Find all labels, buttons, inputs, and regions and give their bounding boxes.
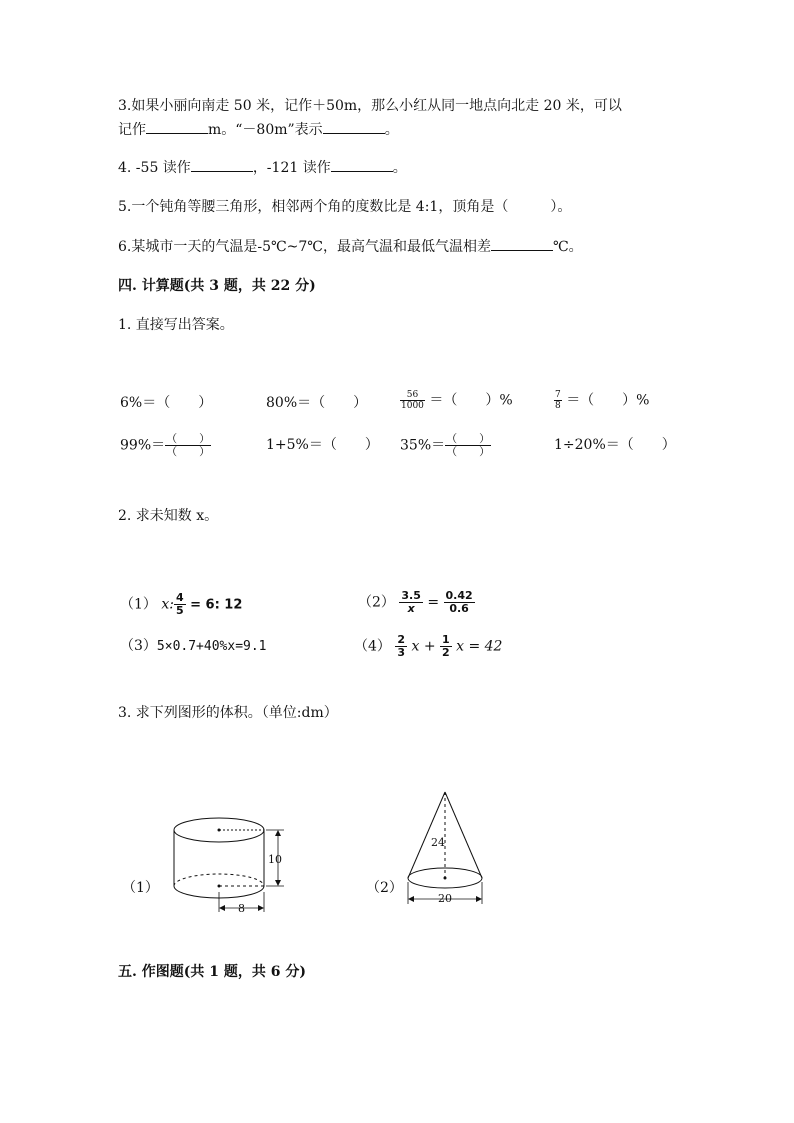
calc-r2-c1: 99%＝ $\frac{( )}{( )}$ (120, 432, 211, 458)
s4-q3-title: 3. 求下列图形的体积。（单位:dm） (118, 705, 338, 721)
cylinder-height-label: 10 (268, 853, 282, 866)
eq4-frac-2: $\frac{1}{2}$ (442, 633, 450, 659)
equation-2: （2） $\frac{3.5}{x}$ = $\frac{0.42}{0.6}$ (358, 589, 473, 615)
cone-figure (398, 786, 498, 910)
q4-text-b: ，-121 读作 (252, 160, 331, 176)
s4-q2-title: 2. 求未知数 x。 (118, 508, 219, 524)
q6-blank[interactable] (491, 236, 553, 251)
cylinder-figure (168, 808, 298, 918)
figure-2-label: （2） (366, 880, 403, 896)
q3-blank-1[interactable] (146, 119, 208, 134)
q6-text-b: ℃。 (552, 239, 583, 255)
q6-text-a: 6.某城市一天的气温是-5℃~7℃，最高气温和最低气温相差 (118, 239, 491, 255)
section4-title: 四. 计算题(共 3 题，共 22 分) (118, 278, 316, 294)
calc-r1-c4: $\frac{7}{8}$ ＝（ ）% (555, 390, 650, 411)
q5-line: 5.一个钝角等腰三角形，相邻两个角的度数比是 4:1，顶角是（ ）。 (118, 199, 572, 215)
q3-blank-2[interactable] (323, 119, 385, 134)
q3-text-a: 记作 (118, 122, 146, 138)
frac-56-1000: $\frac{56}{1000}$ (401, 390, 424, 411)
equation-3: （3）5×0.7+40%x=9.1 (120, 638, 267, 654)
q4-line (118, 157, 407, 178)
q6-line (118, 236, 583, 257)
cone-diameter-label: 20 (438, 892, 452, 905)
q4-blank-2[interactable] (331, 157, 393, 172)
q3-text-c: 。 (384, 122, 399, 138)
calc-r2-c2: 1+5%＝（ ） (266, 437, 379, 453)
q3-line1: 3.如果小丽向南走 50 米，记作＋50m，那么小红从同一地点向北走 20 米，可以 (118, 98, 622, 114)
section5-title: 五. 作图题(共 1 题，共 6 分) (118, 964, 306, 980)
q4-text-a: 4. -55 读作 (118, 160, 191, 176)
calc-r1-c1: 6%＝（ ） (120, 395, 213, 411)
frac-7-8: $\frac{7}{8}$ (555, 390, 561, 411)
cylinder-radius-label: 8 (238, 902, 245, 915)
eq4-frac-1: $\frac{2}{3}$ (397, 633, 406, 659)
q3-text-b: m。“－80m”表示 (208, 122, 323, 138)
q3-line2 (118, 119, 399, 140)
equation-1: （1） x: $\frac{4}{5}$ = 6: 12 (120, 591, 243, 617)
s4-q1-title: 1. 直接写出答案。 (118, 317, 234, 333)
cone-height-label: 24 (431, 836, 445, 849)
figure-1-label: （1） (122, 880, 159, 896)
q4-text-c: 。 (392, 160, 407, 176)
calc-r2-c4: 1÷20%＝（ ） (554, 437, 676, 453)
eq2-frac-2: $\frac{0.42}{0.6}$ (445, 589, 473, 615)
eq1-frac: $\frac{4}{5}$ (176, 591, 184, 617)
calc-r1-c2: 80%＝（ ） (266, 395, 368, 411)
eq2-frac-1: $\frac{3.5}{x}$ (401, 589, 421, 615)
paren-frac-1: $\frac{( )}{( )}$ (166, 432, 211, 458)
paren-frac-2: $\frac{( )}{( )}$ (446, 432, 491, 458)
q4-blank-1[interactable] (191, 157, 253, 172)
calc-r2-c3: 35%＝ $\frac{( )}{( )}$ (400, 432, 491, 458)
equation-4: （4） $\frac{2}{3}$ x + $\frac{1}{2}$ x = 42 (354, 633, 503, 659)
calc-r1-c3: $\frac{56}{1000}$ ＝（ ）% (401, 390, 513, 411)
